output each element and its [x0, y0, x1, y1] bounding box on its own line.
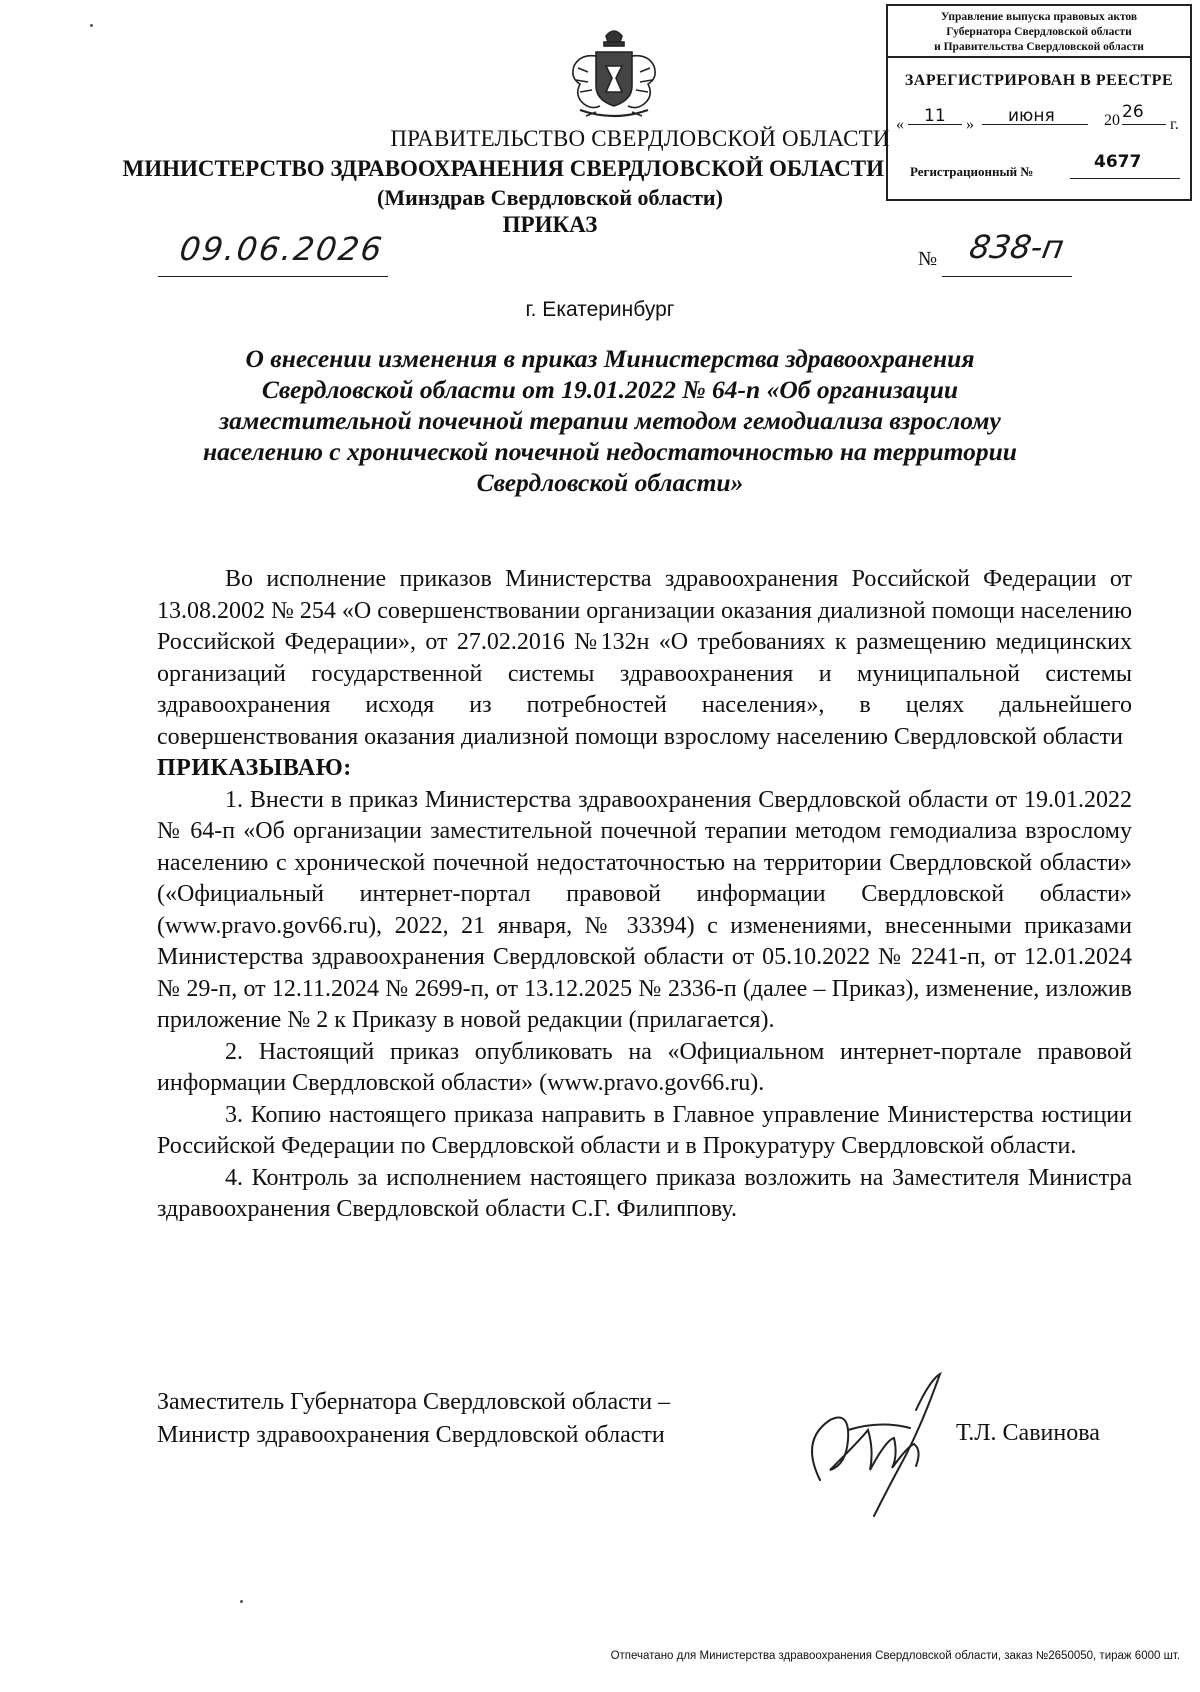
stamp-year-unit: г. — [1170, 116, 1179, 133]
order-number-label: № — [918, 248, 938, 270]
number-underline — [942, 276, 1072, 277]
stamp-header-line: Управление выпуска правовых актов — [940, 11, 1138, 23]
stamp-reg-label: Регистрационный № — [910, 164, 1034, 179]
signatory-position — [157, 1386, 670, 1452]
city: г. Екатеринбург — [525, 298, 675, 321]
stamp-year-prefix: 20 — [1104, 112, 1120, 129]
stamp-registered-label: ЗАРЕГИСТРИРОВАН В РЕЕСТРЕ — [904, 72, 1174, 89]
document-body — [157, 564, 1132, 1226]
document-type: ПРИКАЗ — [502, 212, 598, 237]
order-item: 1. Внести в приказ Министерства здравоохранения Свердловской области от 19.01.2022 № 64-п «Об организации заместительной почечной терапии методом гемодиализа взрослому населению с хронической почечной недостаточностью на территории Свердловской области» («Официальный интернет-портал правовой информации Свердловской области» (www.pravo.gov66.ru), 2022, 21 января, № 33394) с изменениями, внесенными приказами Министерства здравоохранения Свердловской области от 05.10.2022 № 2241-п, от 12.01.2024 № 29-п, от 12.11.2024 № 2699-п, от 13.12.2025 № 2336-п (далее – Приказ), изменение, изложив приложение № 2 к Приказу в новой редакции (прилагается). — [157, 786, 1132, 1033]
registry-stamp — [886, 4, 1192, 201]
ministry-name: МИНИСТЕРСТВО ЗДРАВООХРАНЕНИЯ СВЕРДЛОВСКОЙ ОБЛАСТИ — [122, 156, 884, 181]
order-item: 2. Настоящий приказ опубликовать на «Официальном интернет-портале правовой информации Свердловской области» (www.pravo.gov66.ru). — [157, 1038, 1132, 1096]
stamp-reg-number — [910, 152, 1180, 186]
ministry-short-name: (Минздрав Свердловской области) — [377, 185, 723, 210]
order-item: 4. Контроль за исполнением настоящего приказа возложить на Заместителя Министра здравоохранения Свердловской области С.Г. Филиппову. — [157, 1164, 1132, 1222]
coat-of-arms-icon — [566, 26, 662, 124]
stamp-quote-close: » — [966, 116, 974, 133]
stamp-year-suffix: 26 — [1122, 102, 1144, 122]
stamp-reg-value: 4677 — [1094, 152, 1142, 172]
signatory-name: Т.Л. Савинова — [956, 1420, 1100, 1446]
stamp-day: 11 — [924, 106, 946, 126]
document-title: О внесении изменения в приказ Министерства здравоохранения Свердловской области от 19.01.2022 № 64-п «Об организации заместительной почечной терапии методом гемодиализа взрослому населению с хронической почечной недостаточностью на территории Свердловской области» — [203, 344, 1017, 497]
scan-speck — [240, 1600, 243, 1603]
order-date: 09.06.2026 — [177, 230, 386, 268]
preamble: Во исполнение приказов Министерства здравоохранения Российской Федерации от 13.08.2002 № 254 «О совершенствовании организации оказания диализной помощи населению Российской Федерации», от 27.02.2016 №132н «О требованиях к размещению медицинских организаций государственной системы здравоохранения и муниципальной системы здравоохранения исходя из потребностей населения», в целях дальнейшего совершенствования оказания диализной помощи взрослому населению Свердловской области — [157, 566, 1133, 750]
print-footer: Отпечатано для Министерства здравоохранения Свердловской области, заказ №2650050, тираж 6000 шт. — [610, 1650, 1180, 1662]
date-underline — [158, 276, 388, 277]
signatory-position-line: Министр здравоохранения Свердловской области — [157, 1422, 665, 1448]
handwritten-signature — [790, 1370, 960, 1520]
signatory-position-line: Заместитель Губернатора Свердловской области – — [157, 1389, 671, 1415]
order-number: 838-п — [966, 228, 1067, 266]
stamp-month: июня — [1008, 106, 1055, 126]
directive: ПРИКАЗЫВАЮ: — [157, 755, 352, 781]
stamp-header-line: и Правительства Свердловской области — [934, 41, 1144, 53]
stamp-header — [888, 6, 1190, 58]
scan-speck — [90, 24, 93, 27]
stamp-quote-open: « — [896, 116, 904, 133]
government-name: ПРАВИТЕЛЬСТВО СВЕРДЛОВСКОЙ ОБЛАСТИ — [390, 126, 890, 151]
stamp-header-line: Губернатора Свердловской области — [946, 26, 1132, 38]
order-item: 3. Копию настоящего приказа направить в Главное управление Министерства юстиции Российской Федерации по Свердловской области и в Прокуратуру Свердловской области. — [157, 1101, 1132, 1159]
